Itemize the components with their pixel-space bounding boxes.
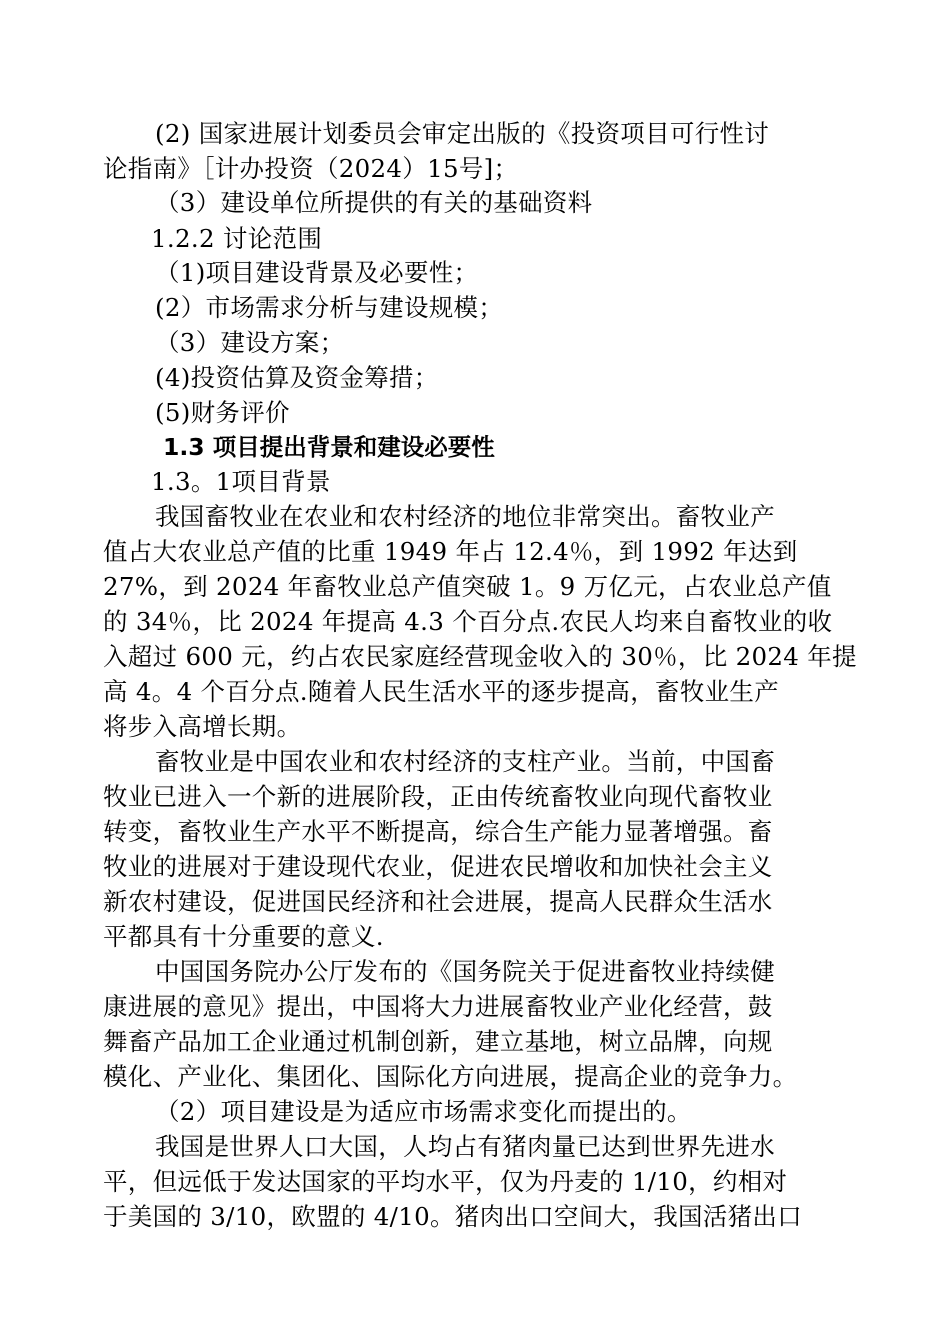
paragraph-line: 舞畜产品加工企业通过机制创新，建立基地，树立品牌，向规 — [103, 1027, 773, 1056]
paragraph-line: 模化、产业化、集团化、国际化方向进展，提高企业的竞争力。 — [103, 1062, 798, 1091]
paragraph-line: 我国畜牧业在农业和农村经济的地位非常突出。畜牧业产 — [155, 502, 775, 531]
paragraph-line: 平都具有十分重要的意义. — [103, 922, 384, 951]
list-item: (2）市场需求分析与建设规模； — [155, 293, 504, 322]
list-item: （3）建设方案； — [155, 328, 345, 357]
paragraph-line: 值占大农业总产值的比重 1949 年占 12.4％，到 1992 年达到 — [103, 537, 798, 566]
text-line: 论指南》［计办投资（2024）15号]； — [103, 154, 519, 183]
section-heading-1-3: 1.3 项目提出背景和建设必要性 — [163, 433, 495, 461]
paragraph-line: 入超过 600 元，约占农民家庭经营现金收入的 30％，比 2024 年提 — [103, 642, 857, 671]
paragraph-line: 我国是世界人口大国，人均占有猪肉量已达到世界先进水 — [155, 1132, 775, 1161]
list-item: （1)项目建设背景及必要性； — [155, 258, 479, 287]
paragraph-line: 牧业的进展对于建设现代农业，促进农民增收和加快社会主义 — [103, 852, 773, 881]
paragraph-line: 新农村建设，促进国民经济和社会进展，提高人民群众生活水 — [103, 887, 773, 916]
text-line: (2) 国家进展计划委员会审定出版的《投资项目可行性讨 — [155, 119, 770, 148]
paragraph-line: 的 34％，比 2024 年提高 4.3 个百分点.农民人均来自畜牧业的收 — [103, 607, 833, 636]
section-heading-1-2-2: 1.2.2 讨论范围 — [151, 224, 323, 253]
list-item: （2）项目建设是为适应市场需求变化而提出的。 — [155, 1097, 692, 1126]
list-item: (4)投资估算及资金筹措； — [155, 363, 439, 392]
paragraph-line: 平，但远低于发达国家的平均水平，仅为丹麦的 1/10，约相对 — [103, 1167, 788, 1196]
paragraph-line: 将步入高增长期。 — [103, 712, 302, 741]
paragraph-line: 27%，到 2024 年畜牧业总产值突破 1。9 万亿元，占农业总产值 — [103, 572, 832, 601]
list-item: (5)财务评价 — [155, 398, 290, 427]
subsection-heading-1-3-1: 1.3。1项目背景 — [151, 467, 331, 496]
paragraph-line: 于美国的 3/10，欧盟的 4/10。猪肉出口空间大，我国活猪出口 — [103, 1202, 803, 1231]
paragraph-line: 转变，畜牧业生产水平不断提高，综合生产能力显著增强。畜 — [103, 817, 773, 846]
text-line: （3）建设单位所提供的有关的基础资料 — [155, 188, 593, 217]
paragraph-line: 高 4。4 个百分点.随着人民生活水平的逐步提高，畜牧业生产 — [103, 677, 780, 706]
paragraph-line: 畜牧业是中国农业和农村经济的支柱产业。当前，中国畜 — [155, 747, 775, 776]
paragraph-line: 中国国务院办公厅发布的《国务院关于促进畜牧业持续健 — [155, 957, 775, 986]
paragraph-line: 牧业已进入一个新的进展阶段，正由传统畜牧业向现代畜牧业 — [103, 782, 773, 811]
paragraph-line: 康进展的意见》提出，中国将大力进展畜牧业产业化经营，鼓 — [103, 992, 773, 1021]
